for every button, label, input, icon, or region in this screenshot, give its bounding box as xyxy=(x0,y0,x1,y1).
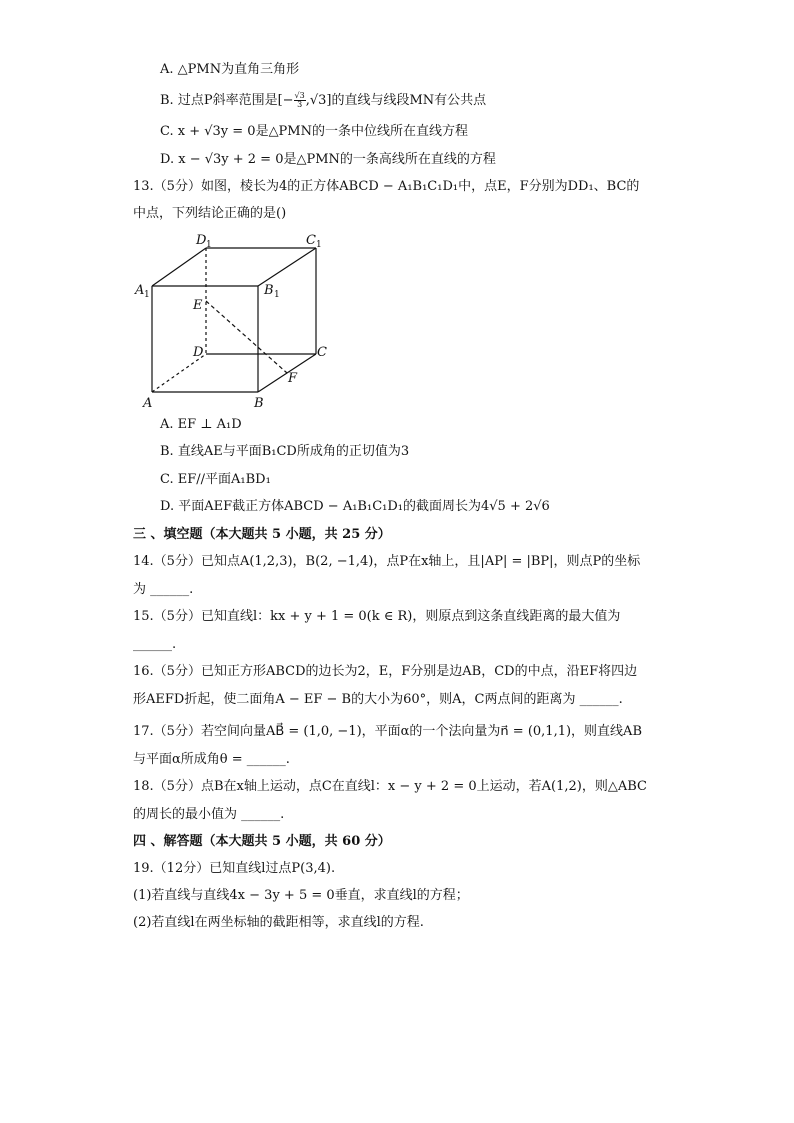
q18-line1: 18.（5分）点B在x轴上运动，点C在直线l：x − y + 2 = 0上运动，若A(1,2)，则△ABC xyxy=(133,779,647,794)
q19-line1: 19.（12分）已知直线l过点P(3,4). xyxy=(133,861,336,876)
q19-line3: (2)若直线l在两坐标轴的截距相等，求直线l的方程. xyxy=(133,915,424,930)
label-c: C xyxy=(317,345,327,360)
q15-line2: ______. xyxy=(133,637,177,652)
section-4-heading: 四 、解答题（本大题共 5 小题，共 60 分） xyxy=(133,834,391,849)
label-d: D xyxy=(193,345,204,360)
q13-option-c: C. EF//平面A₁BD₁ xyxy=(160,472,271,487)
q14-line2: 为 ______. xyxy=(133,582,194,597)
q12-option-b-rest: ,√3]的直线与线段MN有公共点 xyxy=(305,93,487,108)
label-f: F xyxy=(288,371,298,386)
q13-stem-line2: 中点，下列结论正确的是() xyxy=(133,206,287,221)
segment-ef xyxy=(206,301,287,373)
q12-option-b xyxy=(160,92,486,110)
label-b1: B xyxy=(264,283,274,298)
q15-line1: 15.（5分）已知直线l：kx + y + 1 = 0(k ∈ R)，则原点到这条直线距离的最大值为 xyxy=(133,609,621,624)
q12-frac-num: √3 xyxy=(294,91,305,100)
label-d1-sub: 1 xyxy=(206,240,212,250)
q14-line1: 14.（5分）已知点A(1,2,3)，B(2, −1,4)，点P在x轴上，且|AP| = |BP|，则点P的坐标 xyxy=(133,554,641,569)
q17-line1: 17.（5分）若空间向量AB⃗ = (1,0, −1)，平面α的一个法向量为n⃗ = (0,1,1)，则直线AB xyxy=(133,724,642,739)
q12-option-d: D. x − √3y + 2 = 0是△PMN的一条高线所在直线的方程 xyxy=(160,152,496,167)
edge-a1d1 xyxy=(152,248,206,286)
q12-option-c: C. x + √3y = 0是△PMN的一条中位线所在直线方程 xyxy=(160,124,468,139)
q12-frac-den: 3 xyxy=(297,100,303,109)
q13-stem-line1: 13.（5分）如图，棱长为4的正方体ABCD − A₁B₁C₁D₁中，点E，F分别为DD₁、BC的 xyxy=(133,179,640,194)
cube-figure xyxy=(130,228,340,413)
q12-option-b-fraction xyxy=(294,92,306,109)
q12-option-b-prefix: B. 过点P斜率范围是[− xyxy=(160,93,294,108)
q16-line1: 16.（5分）已知正方形ABCD的边长为2，E，F分别是边AB，CD的中点，沿EF将四边 xyxy=(133,664,638,679)
label-a1: A xyxy=(135,283,145,298)
label-d1: D xyxy=(196,233,207,248)
q13-option-a: A. EF ⊥ A₁D xyxy=(160,417,242,432)
q17-line2: 与平面α所成角θ = ______. xyxy=(133,752,290,767)
q19-line2: (1)若直线与直线4x − 3y + 5 = 0垂直，求直线l的方程； xyxy=(133,888,469,903)
label-b1-sub: 1 xyxy=(274,290,280,300)
q13-option-d: D. 平面AEF截正方体ABCD − A₁B₁C₁D₁的截面周长为4√5 + 2√6 xyxy=(160,499,550,514)
section-3-heading: 三 、填空题（本大题共 5 小题，共 25 分） xyxy=(133,527,391,542)
label-a: A xyxy=(143,396,153,411)
q12-option-a: A. △PMN为直角三角形 xyxy=(160,62,300,77)
q16-line2: 形AEFD折起，使二面角A − EF − B的大小为60°，则A，C两点间的距离为 ______. xyxy=(133,692,623,707)
label-a1-sub: 1 xyxy=(144,290,150,300)
label-c1-sub: 1 xyxy=(316,240,322,250)
label-c1: C xyxy=(306,233,316,248)
edge-b1c1 xyxy=(258,248,316,286)
q18-line2: 的周长的最小值为 ______. xyxy=(133,807,285,822)
label-e: E xyxy=(193,298,203,313)
label-b: B xyxy=(254,396,264,411)
q13-option-b: B. 直线AE与平面B₁CD所成角的正切值为3 xyxy=(160,444,410,459)
